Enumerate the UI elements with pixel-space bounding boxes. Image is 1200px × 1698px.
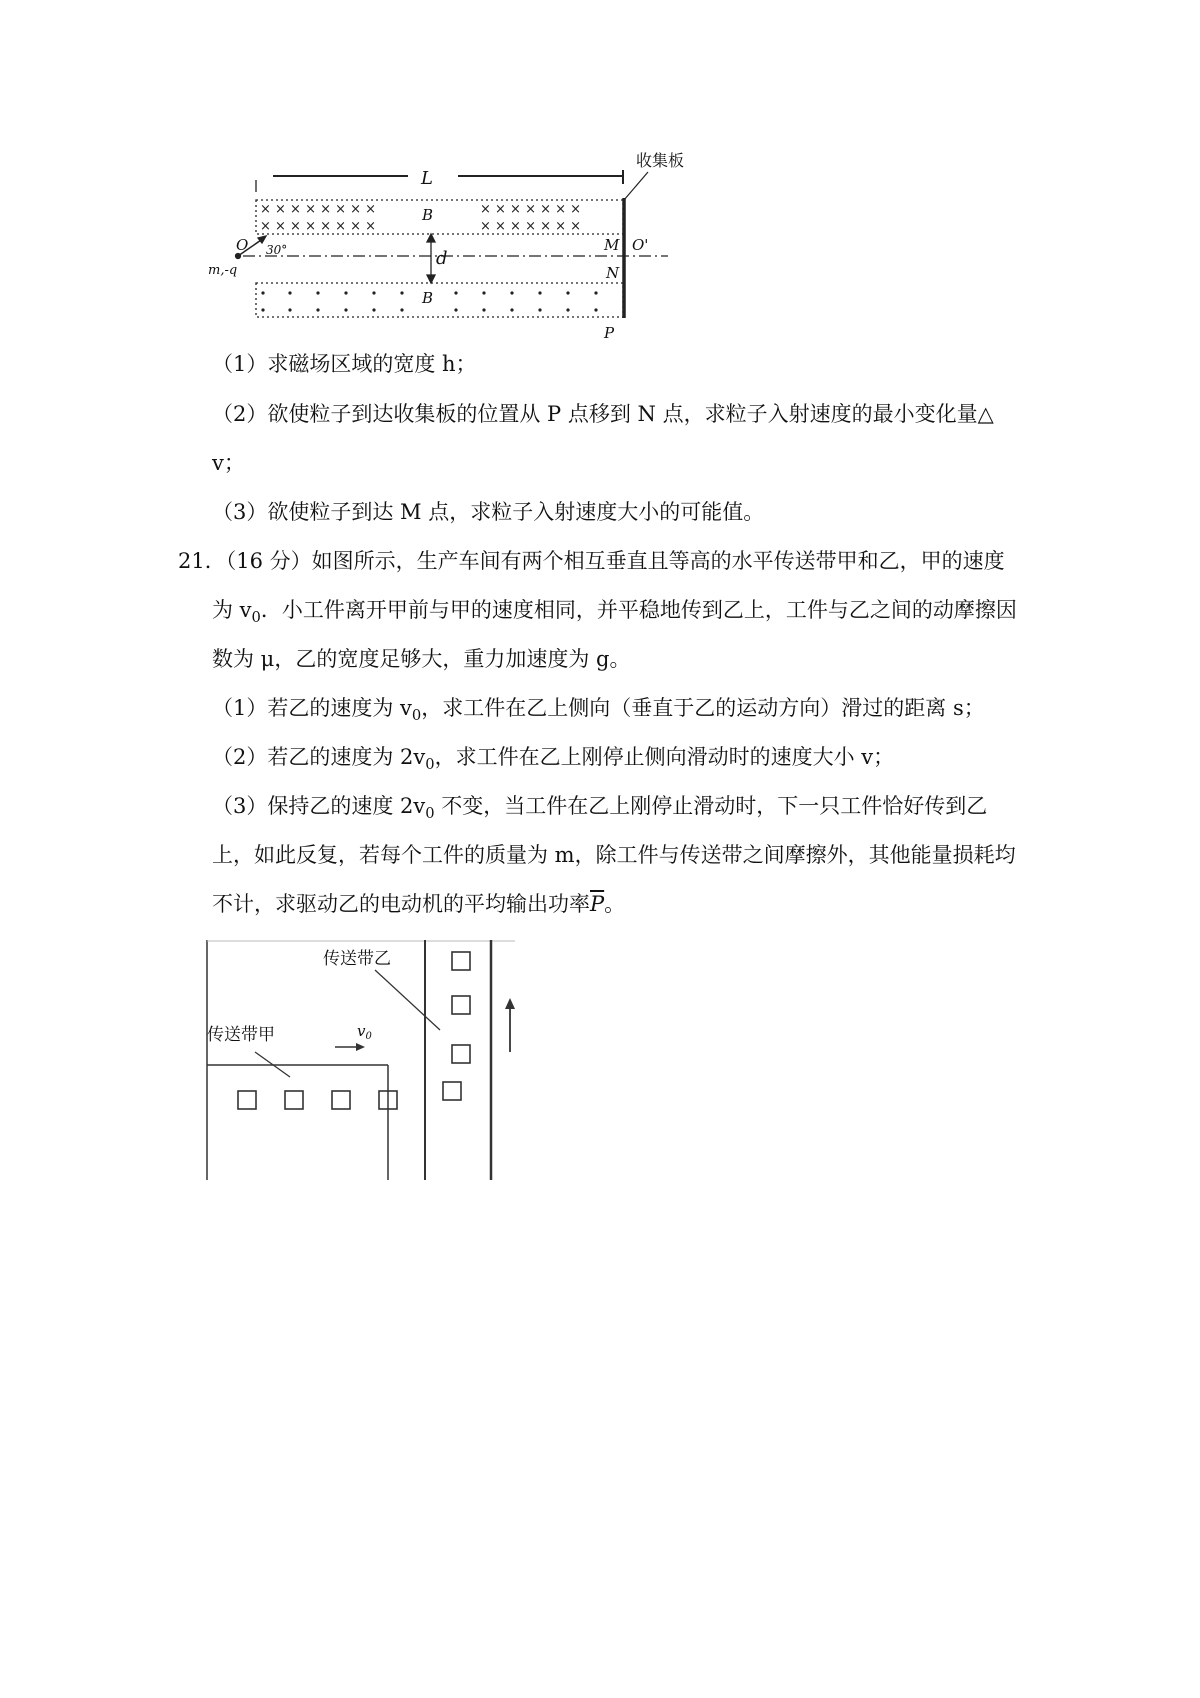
- q20-part1: （1）求磁场区域的宽度 h；: [212, 352, 477, 376]
- label-angle: 30°: [266, 243, 288, 257]
- svg-text:× × × × × × ×: × × × × × × ×: [480, 219, 582, 234]
- label-O: O: [236, 236, 249, 254]
- q21-part3-line2: 上，如此反复，若每个工件的质量为 m，除工件与传送带之间摩擦外，其他能量损耗均: [212, 843, 1016, 867]
- q21-part1: （1）若乙的速度为 $v_0$，求工件在乙上侧向（垂直于乙的运动方向）滑过的距离 s；: [212, 696, 985, 725]
- q21-stem-line3: 数为 μ，乙的宽度足够大，重力加速度为 g。: [212, 647, 631, 671]
- magnetic-field-diagram: [208, 150, 758, 360]
- q20-part2-line2: v；: [212, 451, 245, 475]
- q21-part2: （2）若乙的速度为 $2v_0$，求工件在乙上刚停止侧向滑动时的速度大小 v；: [212, 745, 895, 774]
- label-v0: $v_0$: [357, 1022, 372, 1042]
- q20-part2-line1: （2）欲使粒子到达收集板的位置从 P 点移到 N 点，求粒子入射速度的最小变化量△: [212, 402, 994, 426]
- svg-text:× × × × × × × ×: × × × × × × × ×: [260, 219, 377, 234]
- svg-text:× × × × × × ×: × × × × × × ×: [480, 202, 582, 217]
- label-collector-plate: 收集板: [636, 151, 685, 170]
- label-B-bottom: B: [422, 289, 434, 307]
- q20-part3: （3）欲使粒子到达 M 点，求粒子入射速度大小的可能值。: [212, 500, 765, 524]
- q21-part3-line1: （3）保持乙的速度 $2v_0$ 不变，当工件在乙上刚停止滑动时，下一只工件恰好传到乙: [212, 794, 988, 823]
- label-O-prime: O': [632, 236, 649, 254]
- label-N: N: [606, 264, 620, 282]
- label-belt-jia: 传送带甲: [207, 1025, 275, 1045]
- q21-stem-line1: 21．（16 分）如图所示，生产车间有两个相互垂直且等高的水平传送带甲和乙，甲的速度: [178, 549, 1005, 573]
- label-B-top: B: [422, 206, 434, 224]
- label-P: P: [604, 324, 615, 342]
- q21-part3-line3: 不计，求驱动乙的电动机的平均输出功率$\overline{P}$。: [212, 892, 626, 916]
- label-belt-yi: 传送带乙: [323, 949, 391, 969]
- label-particle: m,-q: [208, 263, 238, 278]
- label-L: L: [421, 168, 433, 189]
- svg-text:× × × × × × × ×: × × × × × × × ×: [260, 202, 377, 217]
- field-into-page-marks: [260, 202, 581, 234]
- conveyor-belt-diagram: [205, 940, 525, 1180]
- label-M: M: [604, 236, 620, 254]
- label-d: d: [436, 248, 448, 269]
- q21-stem-line2: 为 $v_0$．小工件离开甲前与甲的速度相同，并平稳地传到乙上，工件与乙之间的动摩擦因: [212, 598, 1017, 627]
